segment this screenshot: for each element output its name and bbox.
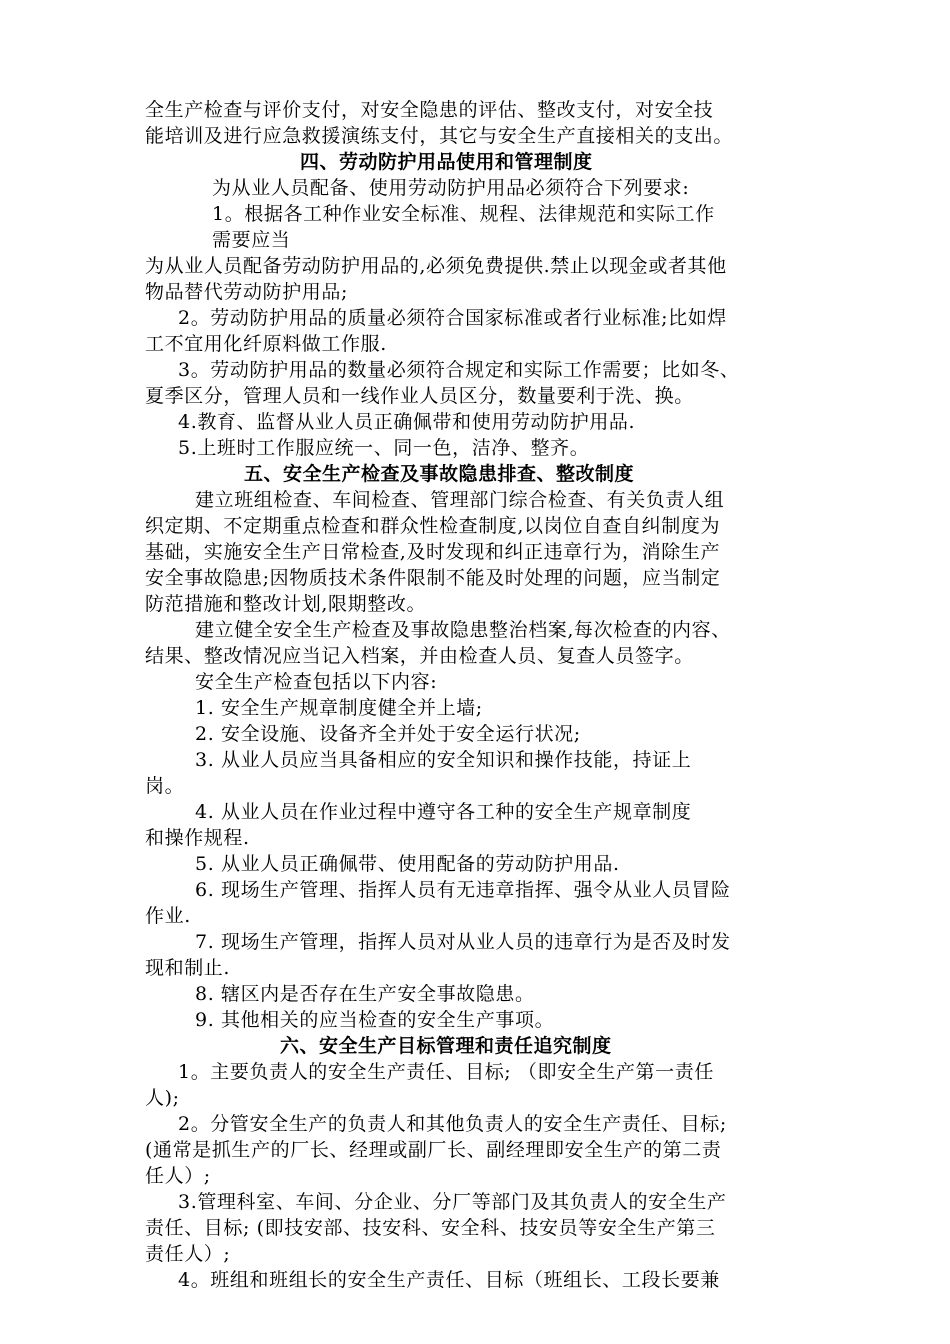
list-item-continuation: 需要应当 <box>212 229 291 251</box>
list-item: 1。主要负责人的安全生产责任、目标; （即安全生产第一责任 <box>178 1061 714 1083</box>
paragraph-line: 工不宜用化纤原料做工作服. <box>145 333 387 355</box>
paragraph-line: 人); <box>145 1087 180 1109</box>
paragraph-line: 物品替代劳动防护用品; <box>145 281 349 303</box>
list-item: 7. 现场生产管理，指挥人员对从业人员的违章行为是否及时发 <box>195 931 731 953</box>
paragraph-line: 岗。 <box>145 775 185 797</box>
list-item: 6. 现场生产管理、指挥人员有无违章指挥、强令从业人员冒险 <box>195 879 731 901</box>
list-item: 4。班组和班组长的安全生产责任、目标（班组长、工段长要兼 <box>178 1269 720 1291</box>
list-item: 3。劳动防护用品的数量必须符合规定和实际工作需要；比如冬、 <box>178 359 740 381</box>
list-item: 4. 从业人员在作业过程中遵守各工种的安全生产规章制度 <box>195 801 692 823</box>
list-item: 1。根据各工种作业安全标准、规程、法律规范和实际工作 <box>212 203 715 225</box>
paragraph-line: 责任、目标; (即技安部、技安科、安全科、技安员等安全生产第三 <box>145 1217 716 1239</box>
paragraph-line: 为从业人员配备劳动防护用品的,必须免费提供.禁止以现金或者其他 <box>145 255 727 277</box>
list-item: 5.上班时工作服应统一、同一色，洁净、整齐。 <box>178 437 590 459</box>
paragraph-line: (通常是抓生产的厂长、经理或副厂长、副经理即安全生产的第二责 <box>145 1139 722 1161</box>
paragraph-line: 建立班组检查、车间检查、管理部门综合检查、有关负责人组 <box>195 489 725 511</box>
list-item: 2. 安全设施、设备齐全并处于安全运行状况; <box>195 723 581 745</box>
paragraph-line: 和操作规程. <box>145 827 250 849</box>
paragraph-line: 安全生产检查包括以下内容: <box>195 671 438 693</box>
paragraph-line: 任人）; <box>145 1165 211 1187</box>
list-item: 5. 从业人员正确佩带、使用配备的劳动防护用品. <box>195 853 620 875</box>
paragraph-line: 全生产检查与评价支付，对安全隐患的评估、整改支付，对安全技 <box>145 99 714 121</box>
paragraph-line: 织定期、不定期重点检查和群众性检查制度,以岗位自查自纠制度为 <box>145 515 721 537</box>
paragraph-line: 能培训及进行应急救援演练支付，其它与安全生产直接相关的支出。 <box>145 125 734 147</box>
paragraph-line: 夏季区分，管理人员和一线作业人员区分，数量要利于洗、换。 <box>145 385 694 407</box>
list-item: 3. 从业人员应当具备相应的安全知识和操作技能，持证上 <box>195 749 692 771</box>
list-item: 2。劳动防护用品的质量必须符合国家标准或者行业标准;比如焊 <box>178 307 727 329</box>
paragraph-line: 建立健全安全生产检查及事故隐患整治档案,每次检查的内容、 <box>195 619 731 641</box>
list-item: 2。分管安全生产的负责人和其他负责人的安全生产责任、目标; <box>178 1113 727 1135</box>
section-heading-6: 六、安全生产目标管理和责任追究制度 <box>280 1035 612 1057</box>
list-item: 4.教育、监督从业人员正确佩带和使用劳动防护用品. <box>178 411 636 433</box>
paragraph-line: 安全事故隐患;因物质技术条件限制不能及时处理的问题，应当制定 <box>145 567 721 589</box>
list-item: 3.管理科室、车间、分企业、分厂等部门及其负责人的安全生产 <box>178 1191 727 1213</box>
paragraph-line: 为从业人员配备、使用劳动防护用品必须符合下列要求: <box>212 177 690 199</box>
paragraph-line: 基础，实施安全生产日常检查,及时发现和纠正违章行为，消除生产 <box>145 541 721 563</box>
paragraph-line: 结果、整改情况应当记入档案，并由检查人员、复查人员签字。 <box>145 645 694 667</box>
section-heading-5: 五、安全生产检查及事故隐患排查、整改制度 <box>244 463 635 485</box>
paragraph-line: 责任人）; <box>145 1243 231 1265</box>
list-item: 8. 辖区内是否存在生产安全事故隐患。 <box>195 983 535 1005</box>
list-item: 1. 安全生产规章制度健全并上墙; <box>195 697 483 719</box>
list-item: 9. 其他相关的应当检查的安全生产事项。 <box>195 1009 555 1031</box>
paragraph-line: 作业. <box>145 905 191 927</box>
paragraph-line: 防范措施和整改计划,限期整改。 <box>145 593 427 615</box>
section-heading-4: 四、劳动防护用品使用和管理制度 <box>300 151 593 173</box>
paragraph-line: 现和制止. <box>145 957 231 979</box>
